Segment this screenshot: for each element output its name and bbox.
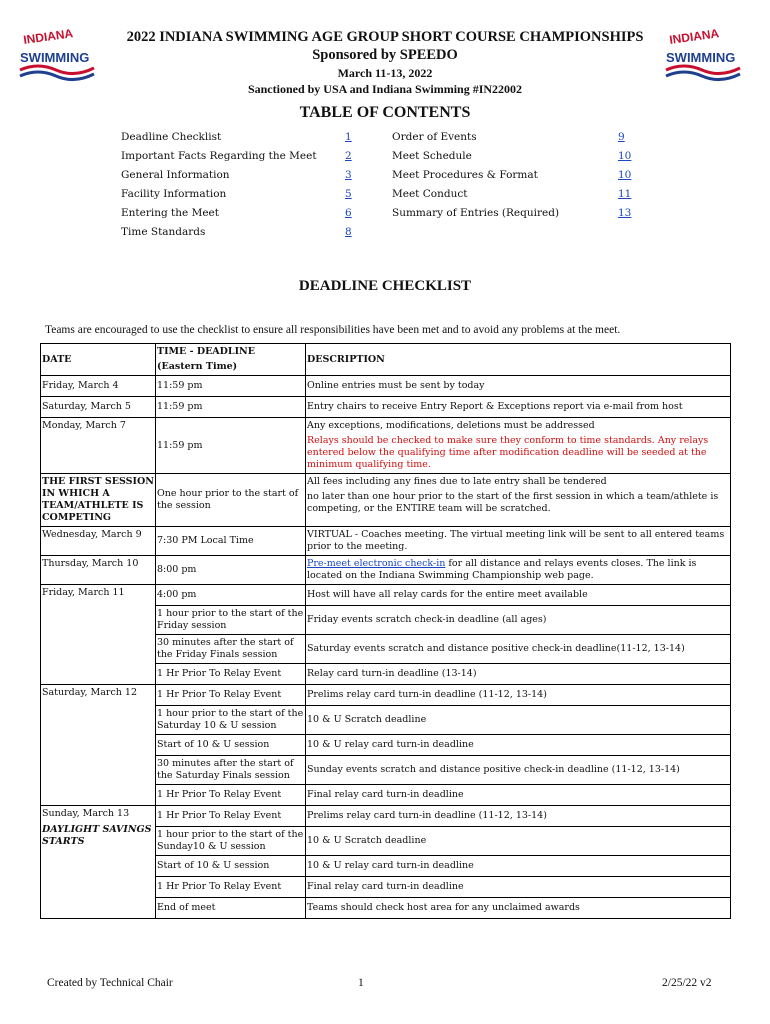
description-cell: Sunday events scratch and distance positive check-in deadline (11-12, 13-14) [306, 756, 731, 785]
daylight-savings-note: DAYLIGHT SAVINGS STARTS [42, 824, 152, 847]
page-number: 1 [358, 977, 364, 989]
date-cell: THE FIRST SESSION IN WHICH A TEAM/ATHLETE IS COMPETING [41, 474, 156, 527]
time-cell: 1 Hr Prior To Relay Event [156, 877, 306, 898]
time-cell: 1 Hr Prior To Relay Event [156, 685, 306, 706]
table-row [41, 556, 731, 585]
description-cell: 10 & U Scratch deadline [306, 706, 731, 735]
toc-page-link[interactable]: 10 [618, 169, 632, 181]
description-cell: Prelims relay card turn-in deadline (11-12, 13-14) [306, 685, 731, 706]
toc-entry [121, 223, 361, 242]
date-cell: Monday, March 7 [41, 418, 156, 474]
time-cell: 4:00 pm [156, 585, 306, 606]
logo-text-top: INDIANA [668, 26, 720, 47]
description-cell: Entry chairs to receive Entry Report & Exceptions report via e-mail from host [306, 397, 731, 418]
version-date: 2/25/22 v2 [662, 977, 712, 989]
toc-page-link[interactable]: 9 [618, 131, 625, 143]
description-cell: VIRTUAL - Coaches meeting. The virtual meeting link will be sent to all entered teams prior to the meeting. [306, 527, 731, 556]
toc-label: General Information [121, 169, 230, 181]
time-cell: 1 Hr Prior To Relay Event [156, 806, 306, 827]
deadline-checklist-title: DEADLINE CHECKLIST [298, 278, 472, 294]
toc-entry [392, 128, 642, 147]
date-text: Sunday, March 13 [42, 808, 130, 819]
sanction-line: Sanctioned by USA and Indiana Swimming #IN22002 [247, 82, 523, 96]
toc-label: Summary of Entries (Required) [392, 207, 560, 219]
toc-page-link[interactable]: 11 [618, 188, 632, 200]
table-header-row [41, 344, 731, 376]
date-cell: Friday, March 11 [41, 585, 156, 685]
toc-label: Meet Procedures & Format [392, 169, 538, 181]
time-cell: Start of 10 & U session [156, 856, 306, 877]
toc-label: Meet Conduct [392, 188, 468, 200]
time-cell: 1 hour prior to the start of the Sunday10 & U session [156, 827, 306, 856]
description-cell: 10 & U relay card turn-in deadline [306, 856, 731, 877]
description-cell: Saturday events scratch and distance positive check-in deadline(11-12, 13-14) [306, 635, 731, 664]
toc-entry [121, 147, 361, 166]
col-header-time-line1: TIME - DEADLINE [157, 346, 255, 357]
footer-author: Created by Technical Chair [47, 977, 173, 989]
meet-dates: March 11-13, 2022 [337, 66, 433, 80]
col-header-description: DESCRIPTION [306, 344, 731, 376]
sponsor-line: Sponsored by SPEEDO [312, 47, 458, 63]
description-cell: Friday events scratch check-in deadline (all ages) [306, 606, 731, 635]
date-cell [41, 806, 156, 919]
document-header [110, 28, 660, 97]
toc-label: Deadline Checklist [121, 131, 222, 143]
description-text: for all distance and relays events closes. The link is located on the Indiana Swimming Championship web page. [307, 558, 697, 581]
description-cell [306, 556, 731, 585]
date-cell: Thursday, March 10 [41, 556, 156, 585]
time-cell: 30 minutes after the start of the Saturday Finals session [156, 756, 306, 785]
toc-label: Meet Schedule [392, 150, 472, 162]
description-cell: Host will have all relay cards for the entire meet available [306, 585, 731, 606]
description-line: All fees including any fines due to late entry shall be tendered [307, 476, 607, 487]
indiana-swimming-logo-left [18, 26, 96, 84]
toc-entry [392, 166, 642, 185]
description-cell: Online entries must be sent by today [306, 376, 731, 397]
time-cell: 1 hour prior to the start of the Friday session [156, 606, 306, 635]
toc-page-link[interactable]: 6 [345, 207, 352, 219]
toc-page-link[interactable]: 13 [618, 207, 632, 219]
table-row [41, 585, 731, 606]
toc-label: Entering the Meet [121, 207, 219, 219]
toc-page-link[interactable]: 8 [345, 226, 352, 238]
date-cell: Saturday, March 5 [41, 397, 156, 418]
toc-page-link[interactable]: 10 [618, 150, 632, 162]
description-cell: 10 & U relay card turn-in deadline [306, 735, 731, 756]
time-cell: Start of 10 & U session [156, 735, 306, 756]
relay-warning-text: Relays should be checked to make sure they conform to time standards. Any relays entered below the qualifying time after modification deadline will be seeded at the minimum qualifying time. [307, 435, 709, 470]
time-cell: 1 Hr Prior To Relay Event [156, 785, 306, 806]
description-line: no later than one hour prior to the start of the first session in which a team/athlete is competing, or the ENTIRE team will be scratched. [307, 491, 719, 514]
meet-title: 2022 INDIANA SWIMMING AGE GROUP SHORT COURSE CHAMPIONSHIPS [126, 29, 644, 45]
description-cell: Prelims relay card turn-in deadline (11-12, 13-14) [306, 806, 731, 827]
time-cell: 7:30 PM Local Time [156, 527, 306, 556]
col-header-time [156, 344, 306, 376]
time-cell: 8:00 pm [156, 556, 306, 585]
time-cell: 11:59 pm [156, 376, 306, 397]
toc-label: Facility Information [121, 188, 227, 200]
description-cell: Final relay card turn-in deadline [306, 877, 731, 898]
checkin-link[interactable]: Pre-meet electronic check-in [307, 558, 446, 569]
table-row [41, 418, 731, 474]
logo-text-bottom: SWIMMING [20, 50, 90, 65]
col-header-time-line2: (Eastern Time) [157, 361, 238, 372]
description-cell: Teams should check host area for any unclaimed awards [306, 898, 731, 919]
description-cell: 10 & U Scratch deadline [306, 827, 731, 856]
table-row [41, 397, 731, 418]
time-cell: 1 Hr Prior To Relay Event [156, 664, 306, 685]
logo-text-top: INDIANA [22, 26, 74, 47]
description-cell [306, 418, 731, 474]
indiana-swimming-logo-right [664, 26, 742, 84]
time-cell: 11:59 pm [156, 418, 306, 474]
toc-label: Order of Events [392, 131, 477, 143]
date-cell: Saturday, March 12 [41, 685, 156, 806]
description-cell: Final relay card turn-in deadline [306, 785, 731, 806]
toc-entry [121, 204, 361, 223]
toc-right-column [392, 128, 642, 223]
deadline-table [40, 343, 731, 919]
toc-label: Important Facts Regarding the Meet [121, 150, 317, 162]
logo-text-bottom: SWIMMING [666, 50, 736, 65]
toc-entry [392, 147, 642, 166]
table-row [41, 376, 731, 397]
time-cell: End of meet [156, 898, 306, 919]
toc-label: Time Standards [121, 226, 206, 238]
date-cell: Wednesday, March 9 [41, 527, 156, 556]
toc-page-link[interactable]: 2 [345, 150, 352, 162]
table-row [41, 527, 731, 556]
toc-page-link[interactable]: 3 [345, 169, 352, 181]
date-cell: Friday, March 4 [41, 376, 156, 397]
time-cell: 1 hour prior to the start of the Saturday 10 & U session [156, 706, 306, 735]
deadline-intro: Teams are encouraged to use the checklist to ensure all responsibilities have been met and to avoid any problems at the meet. [45, 324, 621, 336]
toc-title: TABLE OF CONTENTS [299, 104, 471, 121]
time-cell: 11:59 pm [156, 397, 306, 418]
description-cell [306, 474, 731, 527]
toc-left-column [121, 128, 361, 242]
time-cell: 30 minutes after the start of the Friday Finals session [156, 635, 306, 664]
toc-entry [392, 204, 642, 223]
col-header-date: DATE [41, 344, 156, 376]
toc-entry [392, 185, 642, 204]
description-cell: Relay card turn-in deadline (13-14) [306, 664, 731, 685]
toc-page-link[interactable]: 1 [345, 131, 352, 143]
description-line: Any exceptions, modifications, deletions must be addressed [307, 420, 595, 431]
table-row [41, 806, 731, 827]
table-row [41, 685, 731, 706]
toc-entry [121, 185, 361, 204]
toc-entry [121, 166, 361, 185]
table-row [41, 474, 731, 527]
toc-page-link[interactable]: 5 [345, 188, 352, 200]
toc-entry [121, 128, 361, 147]
time-cell: One hour prior to the start of the session [156, 474, 306, 527]
